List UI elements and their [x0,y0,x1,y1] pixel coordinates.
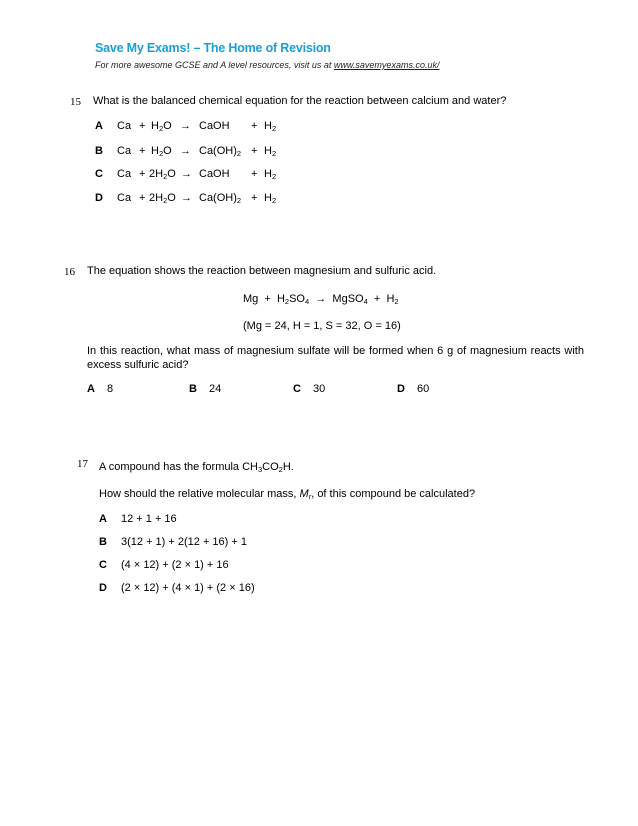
site-url-link[interactable]: www.savemyexams.co.uk/ [333,60,440,70]
option-letter: A [87,383,95,395]
reactant-water: $H_2O$ [151,120,172,133]
option-value: (2 × 12) + (4 × 1) + (2 × 16) [121,582,255,594]
question-number: 15 [70,96,81,108]
option-letter: D [99,582,107,594]
plus-sign: + [251,168,258,180]
question-text: How should the relative molecular mass, $M_r$, of this compound be calculated? [99,488,476,501]
option-letter: B [95,145,103,157]
option-letter: D [397,383,405,395]
arrow-icon: → [181,168,192,180]
option-letter: B [99,536,107,548]
option-value: 30 [313,383,326,395]
option-letter: A [95,120,103,132]
question-stem: A compound has the formula $CH_3CO_2H$. [99,461,294,474]
reactant: Ca [117,192,132,204]
reactant-water: $H_2O$ [151,145,172,158]
reaction-equation: $Mg + H_2SO_4$ → MgSO$_4$ + $H_2$ [243,293,399,306]
option-value: 60 [417,383,430,395]
reactant: Ca [117,168,132,180]
option-value: 12 + 1 + 16 [121,513,177,525]
reactant-water: $2H_2O$ [149,192,176,205]
plus-sign: + [139,120,146,132]
product-hydrogen: $H_2$ [264,145,277,158]
option-value: 24 [209,383,222,395]
option-value: 3(12 + 1) + 2(12 + 16) + 1 [121,536,247,548]
question-text: In this reaction, what mass of magnesium sulfate will be formed when 6 g of magnesium reacts with excess sulfuric acid? [87,345,584,371]
product: CaOH [199,168,230,180]
site-title: Save My Exams! – The Home of Revision [95,41,331,55]
reactant-water: $2H_2O$ [149,168,176,181]
option-letter: C [99,559,107,571]
product: $Ca(OH)_2$ [199,192,242,205]
site-tagline [95,60,439,70]
tagline-text: For more awesome GCSE and A level resources, visit us at [95,60,334,70]
option-letter: D [95,192,103,204]
reactant: Ca [117,120,132,132]
option-value: (4 × 12) + (2 × 1) + 16 [121,559,229,571]
plus-sign: + [139,168,146,180]
option-letter: C [95,168,103,180]
option-value: 8 [107,383,114,395]
question-number: 16 [64,266,75,278]
arrow-icon: → [315,293,327,305]
product: CaOH [199,120,230,132]
question-stem: What is the balanced chemical equation for the reaction between calcium and water? [93,95,507,107]
product-hydrogen: $H_2$ [264,168,277,181]
relative-atomic-masses: (Mg = 24, H = 1, S = 32, O = 16) [243,320,401,332]
plus-sign: + [251,120,258,132]
product-hydrogen: $H_2$ [264,192,277,205]
reactant: Ca [117,145,132,157]
arrow-icon: → [180,120,191,132]
option-letter: A [99,513,107,525]
arrow-icon: → [181,192,192,204]
plus-sign: + [251,145,258,157]
product: $Ca(OH)_2$ [199,145,242,158]
plus-sign: + [139,145,146,157]
product-hydrogen: $H_2$ [264,120,277,133]
plus-sign: + [139,192,146,204]
arrow-icon: → [180,145,191,157]
option-letter: C [293,383,301,395]
question-stem: The equation shows the reaction between magnesium and sulfuric acid. [87,265,437,277]
plus-sign: + [251,192,258,204]
question-number: 17 [77,458,88,470]
option-letter: B [189,383,197,395]
